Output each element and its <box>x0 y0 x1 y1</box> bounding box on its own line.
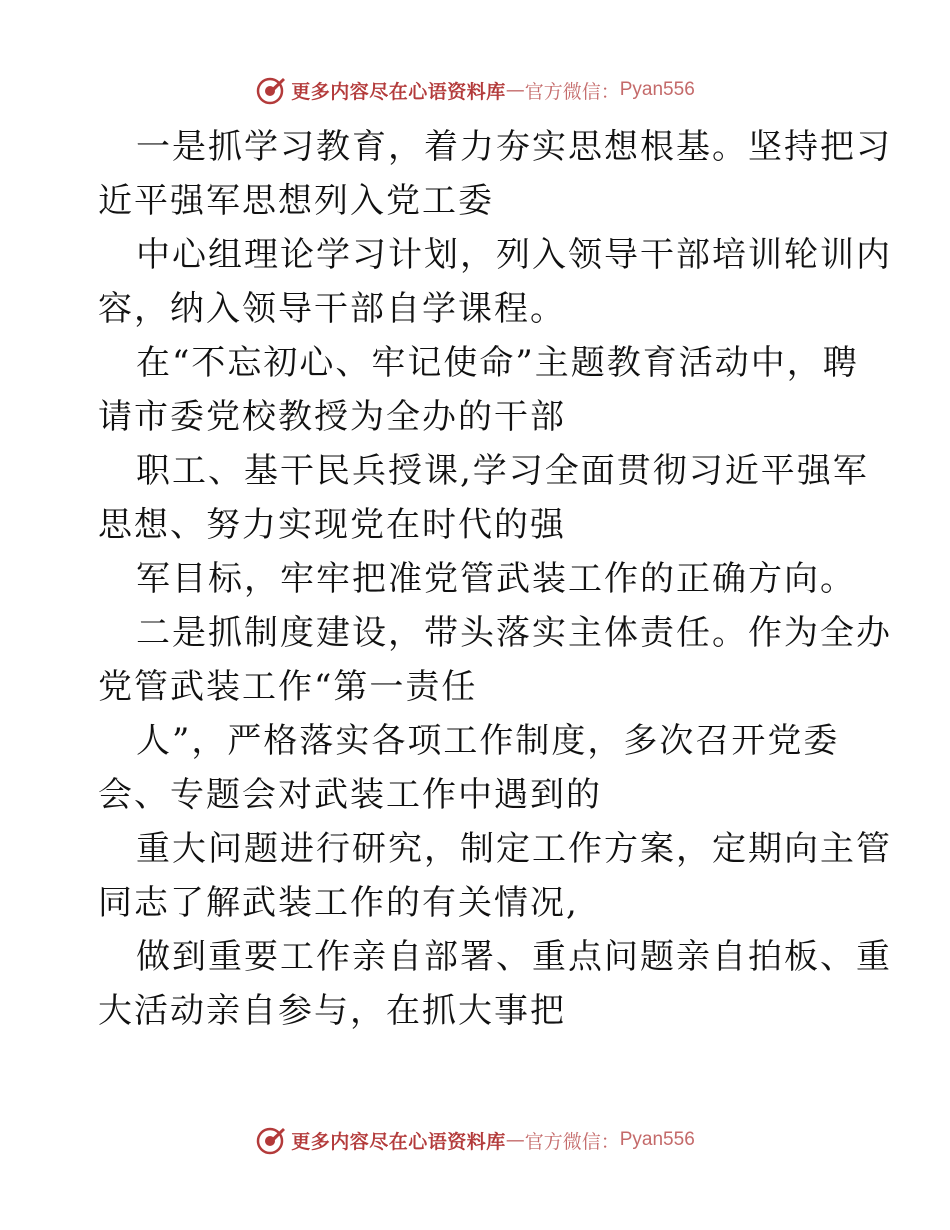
footer-banner <box>0 1120 950 1160</box>
wechat-label: 官方微信： <box>524 80 620 103</box>
paragraph-line: 二是抓制度建设，带头落实主体责任。作为全办 <box>136 613 892 653</box>
paragraph-line: 人”，严格落实各项工作制度，多次召开党委 <box>136 721 840 761</box>
header-banner <box>0 70 950 110</box>
brand-logo-icon <box>255 74 287 106</box>
brand-logo-icon <box>255 1124 287 1156</box>
paragraph-line: 容，纳入领导干部自学课程。 <box>98 289 566 329</box>
wechat-label: 官方微信： <box>524 1130 620 1153</box>
paragraph-line: 近平强军思想列入党工委 <box>98 181 494 221</box>
paragraph-line: 思想、努力实现党在时代的强 <box>98 505 566 545</box>
paragraph-line: 在“不忘初心、牢记使命”主题教育活动中，聘 <box>136 343 859 383</box>
paragraph-line: 军目标，牢牢把准党管武装工作的正确方向。 <box>136 559 856 599</box>
paragraph-line: 职工、基干民兵授课,学习全面贯彻习近平强军 <box>136 451 869 491</box>
banner-separator: — <box>505 1129 525 1151</box>
banner-text: 更多内容尽在心语资料库 <box>291 1130 506 1153</box>
wechat-id: Pyan556 <box>619 1129 695 1150</box>
paragraph-line: 党管武装工作“第一责任 <box>98 667 478 707</box>
paragraph-line: 做到重要工作亲自部署、重点问题亲自拍板、重 <box>136 937 892 977</box>
paragraph-line: 中心组理论学习计划，列入领导干部培训轮训内 <box>136 235 892 275</box>
banner-text: 更多内容尽在心语资料库 <box>291 80 506 103</box>
paragraph-line: 重大问题进行研究，制定工作方案，定期向主管 <box>136 829 892 869</box>
paragraph-line: 同志了解武装工作的有关情况, <box>98 883 579 923</box>
wechat-id: Pyan556 <box>619 79 695 100</box>
document-body <box>98 120 892 1038</box>
paragraph-line: 一是抓学习教育，着力夯实思想根基。坚持把习 <box>136 127 892 167</box>
banner-separator: — <box>505 79 525 101</box>
paragraph-line: 请市委党校教授为全办的干部 <box>98 397 566 437</box>
paragraph-line: 大活动亲自参与，在抓大事把 <box>98 991 566 1031</box>
paragraph-line: 会、专题会对武装工作中遇到的 <box>98 775 602 815</box>
